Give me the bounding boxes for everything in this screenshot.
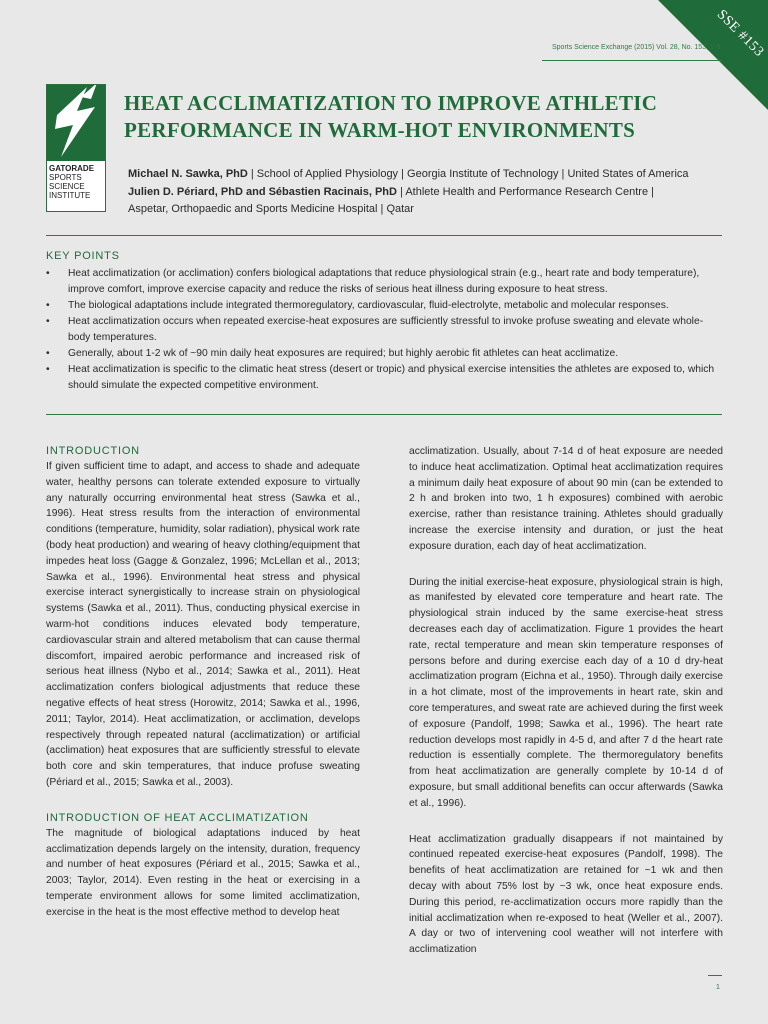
journal-citation: Sports Science Exchange (2015) Vol. 28, No. 153, 1-6 <box>552 44 721 51</box>
key-point-item <box>46 346 722 362</box>
author-name-1: Michael N. Sawka, PhD <box>128 168 248 180</box>
bullet-icon: • <box>46 300 50 311</box>
logo-line-sports: SPORTS <box>49 173 82 182</box>
key-point-text: Heat acclimatization occurs when repeated exercise-heat exposures are sufficiently stressful to invoke profuse sweating and elevate whole-body temperatures. <box>68 316 704 343</box>
author-line-3: Aspetar, Orthopaedic and Sports Medicine Hospital | Qatar <box>128 203 414 215</box>
author-affiliation-2: | Athlete Health and Performance Research Centre | <box>396 185 654 198</box>
author-affiliation-1: | School of Applied Physiology | Georgia Institute of Technology | United States of America <box>247 168 689 180</box>
gssi-logo <box>46 84 106 212</box>
key-point-item <box>46 266 722 298</box>
paragraph-spacer <box>409 555 723 575</box>
paragraph-spacer <box>409 812 723 832</box>
logo-line-gatorade: GATORADE <box>49 164 95 173</box>
key-point-item <box>46 298 722 314</box>
header-divider <box>46 235 722 236</box>
citation-divider <box>542 60 722 61</box>
author-name-2: Julien D. Périard, PhD and Sébastien Racinais, PhD <box>128 185 397 198</box>
bullet-icon: • <box>46 364 50 375</box>
key-point-item <box>46 314 722 346</box>
key-point-text: Heat acclimatization (or acclimation) confers biological adaptations that reduce physiological strain (e.g., heart rate and body temperature), improve comfort, improve exercise capacity and reduce the risks of serious heat illness during exposure to heat stress. <box>68 268 700 295</box>
key-point-text: The biological adaptations include integrated thermoregulatory, cardiovascular, fluid-electrolyte, metabolic and molecular responses. <box>68 300 669 311</box>
author-line-2 <box>128 184 728 202</box>
bullet-icon: • <box>46 268 50 279</box>
key-point-item <box>46 362 722 394</box>
body-paragraph: acclimatization. Usually, about 7-14 d of heat exposure are needed to induce heat acclimatization. Optimal heat acclimatization requires a minimum daily heat exposure of about 90 min (can be extended to 2 h and broken into two, 1 h exposures) combined with aerobic exercise, rather than resistance training. Athletes should gradually increase the exercise intensity and duration, or just the heat exposure duration, each day of heat acclimatization. <box>409 446 723 552</box>
bolt-icon <box>47 85 105 161</box>
section-spacer <box>46 791 360 811</box>
bullet-icon: • <box>46 348 50 359</box>
left-column <box>46 444 360 921</box>
logo-green-panel <box>47 85 105 161</box>
author-block <box>128 166 728 219</box>
body-paragraph: During the initial exercise-heat exposure, physiological strain is high, as manifested by elevated core temperature and heart rate. The physiological strain induced by the same exercise-heat stress decreases each day of acclimatization. Figure 1 provides the heart rate, rectal temperature and mean skin temperature responses of persons before and during exercise each day of a 10 d dry-heat acclimatization program (Eichna et al., 1950). Through daily exercise in a hot climate, most of the improvements in heart rate, skin and core temperatures, and sweat rate are achieved during the first week of exposure (Pandolf, 1998; Sawka et al., 1996). The heart rate reduction develops most rapidly in 4-5 d, and after 7 d the heart rate reduction is essentially complete. The thermoregulatory benefits from heat acclimatization are generally complete by 10-14 d of exposure, but small additional benefits can occur afterwards (Sawka et al., 1996). <box>409 576 723 809</box>
corner-tab-label: SSE #153 <box>714 7 767 61</box>
introduction-heading: INTRODUCTION <box>46 445 140 457</box>
logo-wordmark <box>49 164 103 200</box>
right-column <box>409 444 723 958</box>
page-number-rule <box>708 975 722 976</box>
key-point-text: Heat acclimatization is specific to the climatic heat stress (desert or tropic) and physical exercise intensities the athletes are exposed to, which should simulate the expected competitive environment. <box>68 364 715 391</box>
logo-line-institute: INSTITUTE <box>49 191 91 200</box>
introduction-paragraph: If given sufficient time to adapt, and access to shade and adequate water, healthy persons can tolerate extended exposure to virtually any naturally occurring environmental heat stress (Sawka et al., 1996). Heat stress results from the interaction of environmental conditions (temperature, humidity, solar radiation), physical work rate (body heat production) and wearing of heavy clothing/equipment that impedes heat loss (Gagge & Gonzalez, 1996; McLellan et al., 2013; Sawka et al., 1996). Environmental heat stress and physical exercise interact synergistically to increase strain on physiological systems (Sawka et al., 2011). Thus, conducting physical exercise in warm-hot conditions induces elevated body temperature, cardiovascular strain and altered metabolism that can cause thermal discomfort, impaired aerobic performance and increased risk of serious heat illness (Nybo et al., 2014; Sawka et al., 2011). Heat acclimatization confers biological adjustments that reduce these negative effects of heat stress (Horowitz, 2014; Sawka et al., 1996, 2011; Taylor, 2014). Heat acclimatization, or acclimation, develops respectively through repeated natural (acclimatization) or artificial (acclimation) heat exposures that are sufficiently stressful to elevate both core and skin temperatures, that induce profuse sweating (Périard et al., 2015; Sawka et al., 2003). <box>46 461 360 788</box>
key-points-heading: KEY POINTS <box>46 250 120 262</box>
key-points-list <box>46 266 722 394</box>
key-point-text: Generally, about 1-2 wk of ~90 min daily heat exposures are required; but highly aerobic fit athletes can heat acclimatize. <box>68 348 619 359</box>
article-title: HEAT ACCLIMATIZATION TO IMPROVE ATHLETIC PERFORMANCE IN WARM-HOT ENVIRONMENTS <box>124 91 658 142</box>
page-number: 1 <box>716 984 720 991</box>
section-heading: INTRODUCTION OF HEAT ACCLIMATIZATION <box>46 811 309 824</box>
body-paragraph: Heat acclimatization gradually disappears if not maintained by continued repeated exercise-heat exposures (Pandolf, 1998). The benefits of heat acclimatization are retained for ~1 wk and then decay with about 75% lost by ~3 wk, once heat exposure ends. During this period, re-acclimatization occurs more rapidly than the initial acclimatization when re-exposed to heat (Weller et al., 2007). A day or two of intervening cool weather will not interfere with acclimatization <box>409 833 723 956</box>
bullet-icon: • <box>46 316 50 327</box>
author-line-1 <box>128 166 728 184</box>
key-points-divider <box>46 414 722 415</box>
logo-line-science: SCIENCE <box>49 182 85 191</box>
section-paragraph: The magnitude of biological adaptations induced by heat acclimatization depends largely on the intensity, duration, frequency and number of heat exposures (Périard et al., 2015; Sawka et al., 2003; Taylor, 2014). Even resting in the heat or exercising in a temperate environment allows for some limited acclimatization, exercise in the heat is the most effective method to develop heat <box>46 827 360 918</box>
